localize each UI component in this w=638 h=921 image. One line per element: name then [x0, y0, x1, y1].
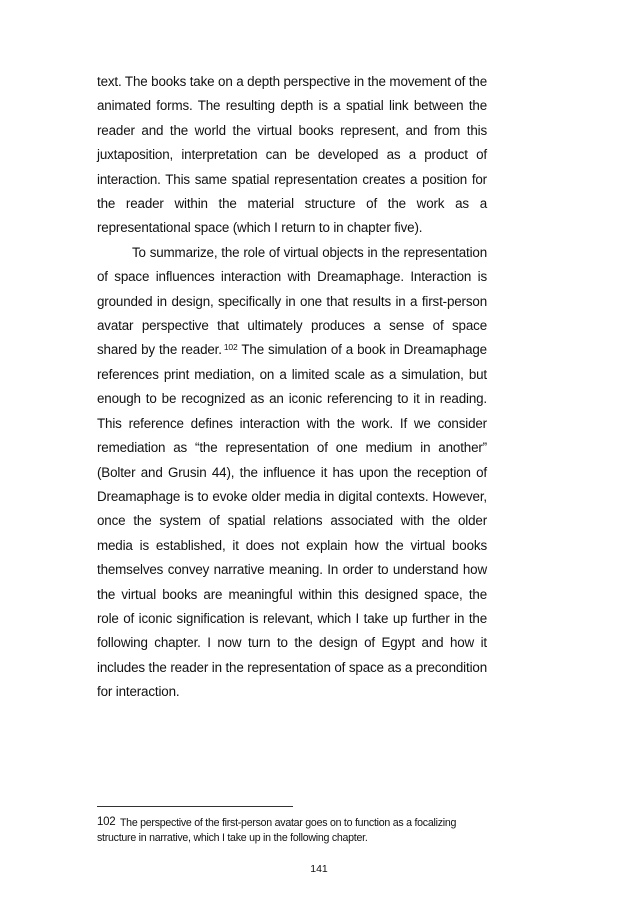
page-number: 141 — [310, 863, 328, 875]
body-text — [97, 70, 487, 705]
paragraph-2 — [97, 241, 487, 705]
paragraph-1: text. The books take on a depth perspective in the movement of the animated forms. The resulting depth is a spatial link between the reader and the world the virtual books represent, and from this juxtaposition, interpretation can be developed as a product of interaction. This same spatial representation creates a position for the reader within the material structure of the work as a representational space (which I return to in chapter five). — [97, 74, 487, 236]
footnote-text: The perspective of the first-person avatar goes on to function as a focalizing structure in narrative, which I take up in the following chapter. — [97, 817, 457, 844]
paragraph-2-text-before: To summarize, the role of virtual objects in the representation of space influences interaction with Dreamaphage. Interaction is grounded in design, specifically in one that results in a first-person avatar perspective that ultimately produces a sense of space shared by the reader. — [97, 244, 487, 358]
footnote — [97, 816, 492, 845]
footnote-number: 102 — [97, 816, 116, 828]
paragraph-2-text-after: The simulation of a book in Dreamaphage references print mediation, on a limited scale as a simulation, but enough to be recognized as an iconic referencing to it in reading. This reference defines interaction with the work. If we consider remediation as “the representation of one medium in another” (Bolter and Grusin 44), the influence it has upon the reception of Dreamaphage is to evoke older media in digital contexts. However, once the system of spatial relations associated with the older media is established, it does not explain how the virtual books themselves convey narrative meaning. In order to understand how the virtual books are meaningful within this designed space, the role of iconic signification is relevant, which I take up further in the following chapter. I now turn to the design of Egypt and how it includes the reader in the representation of space as a precondition for interaction. — [97, 342, 487, 700]
footnote-divider — [97, 806, 293, 807]
footnote-reference: 102 — [223, 342, 238, 353]
